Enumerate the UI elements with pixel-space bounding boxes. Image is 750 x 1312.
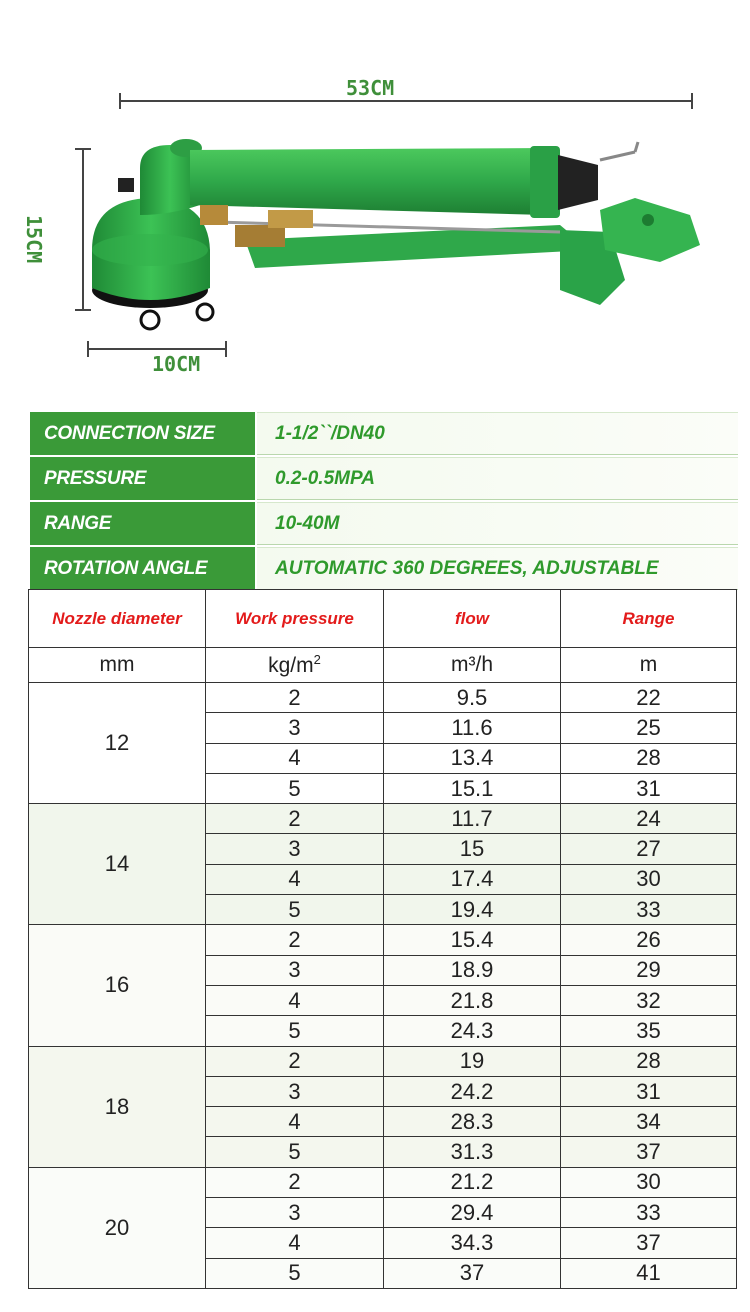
header-flow: flow: [384, 590, 561, 648]
pressure-cell: 5: [206, 1258, 384, 1288]
range-cell: 30: [561, 864, 737, 894]
pressure-cell: 4: [206, 743, 384, 773]
range-cell: 32: [561, 985, 737, 1015]
range-cell: 22: [561, 683, 737, 713]
table-row: [29, 683, 737, 713]
pressure-cell: 4: [206, 1228, 384, 1258]
flow-cell: 31.3: [384, 1137, 561, 1167]
pressure-cell: 3: [206, 955, 384, 985]
flow-cell: 13.4: [384, 743, 561, 773]
table-row: [29, 925, 737, 955]
spec-value: 10-40M: [257, 502, 738, 545]
flow-cell: 11.6: [384, 713, 561, 743]
range-cell: 33: [561, 895, 737, 925]
height-label: 15CM: [22, 215, 46, 264]
flow-cell: 28.3: [384, 1107, 561, 1137]
product-figure: [0, 0, 750, 400]
pressure-cell: 5: [206, 773, 384, 803]
nozzle-diameter-cell: 18: [29, 1046, 206, 1167]
spec-label: CONNECTION SIZE: [30, 412, 257, 455]
flow-cell: 17.4: [384, 864, 561, 894]
pressure-cell: 5: [206, 1016, 384, 1046]
pressure-cell: 5: [206, 895, 384, 925]
range-cell: 27: [561, 834, 737, 864]
header-work-pressure: Work pressure: [206, 590, 384, 648]
flow-cell: 19: [384, 1046, 561, 1076]
range-cell: 35: [561, 1016, 737, 1046]
nozzle-diameter-cell: 20: [29, 1167, 206, 1288]
spec-row-connection-size: [30, 412, 738, 455]
flow-cell: 34.3: [384, 1228, 561, 1258]
flow-cell: 15.1: [384, 773, 561, 803]
range-cell: 31: [561, 773, 737, 803]
sprinkler-gun-image: [0, 0, 750, 400]
table-header-row: [29, 590, 737, 648]
flow-cell: 18.9: [384, 955, 561, 985]
range-cell: 37: [561, 1228, 737, 1258]
spec-row-range: [30, 502, 738, 545]
range-cell: 25: [561, 713, 737, 743]
pressure-cell: 2: [206, 683, 384, 713]
depth-label: 10CM: [152, 352, 201, 376]
range-cell: 37: [561, 1137, 737, 1167]
width-label: 53CM: [346, 76, 395, 100]
spec-row-pressure: [30, 457, 738, 500]
nozzle-diameter-cell: 12: [29, 683, 206, 804]
pressure-cell: 2: [206, 804, 384, 834]
pressure-cell: 2: [206, 1046, 384, 1076]
flow-cell: 15.4: [384, 925, 561, 955]
pressure-cell: 4: [206, 1107, 384, 1137]
flow-cell: 15: [384, 834, 561, 864]
pressure-cell: 4: [206, 864, 384, 894]
performance-table: [28, 589, 736, 1289]
unit-nozzle: mm: [29, 648, 206, 683]
range-cell: 28: [561, 1046, 737, 1076]
spec-value: 0.2-0.5MPA: [257, 457, 738, 500]
unit-flow: m³/h: [384, 648, 561, 683]
flow-cell: 11.7: [384, 804, 561, 834]
table-row: [29, 1046, 737, 1076]
range-cell: 26: [561, 925, 737, 955]
unit-pressure-sup: 2: [313, 652, 321, 667]
flow-cell: 21.2: [384, 1167, 561, 1197]
spec-label: ROTATION ANGLE: [30, 547, 257, 590]
table-unit-row: [29, 648, 737, 683]
unit-pressure-base: kg/m: [268, 654, 314, 677]
flow-cell: 37: [384, 1258, 561, 1288]
spec-list: [30, 412, 738, 592]
pressure-cell: 2: [206, 925, 384, 955]
spec-label: PRESSURE: [30, 457, 257, 500]
table-row: [29, 804, 737, 834]
range-cell: 31: [561, 1076, 737, 1106]
pressure-cell: 3: [206, 1198, 384, 1228]
pressure-cell: 3: [206, 1076, 384, 1106]
header-nozzle-diameter: Nozzle diameter: [29, 590, 206, 648]
header-range: Range: [561, 590, 737, 648]
flow-cell: 24.3: [384, 1016, 561, 1046]
range-cell: 30: [561, 1167, 737, 1197]
nozzle-diameter-cell: 16: [29, 925, 206, 1046]
range-cell: 28: [561, 743, 737, 773]
flow-cell: 21.8: [384, 985, 561, 1015]
flow-cell: 19.4: [384, 895, 561, 925]
flow-cell: 29.4: [384, 1198, 561, 1228]
spec-value: 1-1/2``/DN40: [257, 412, 738, 455]
pressure-cell: 3: [206, 834, 384, 864]
table-row: [29, 1167, 737, 1197]
flow-cell: 24.2: [384, 1076, 561, 1106]
range-cell: 41: [561, 1258, 737, 1288]
spec-value: AUTOMATIC 360 DEGREES, ADJUSTABLE: [257, 547, 738, 590]
pressure-cell: 4: [206, 985, 384, 1015]
unit-pressure: [206, 648, 384, 683]
flow-cell: 9.5: [384, 683, 561, 713]
range-cell: 33: [561, 1198, 737, 1228]
spec-row-rotation-angle: [30, 547, 738, 590]
range-cell: 24: [561, 804, 737, 834]
spec-label: RANGE: [30, 502, 257, 545]
nozzle-diameter-cell: 14: [29, 804, 206, 925]
pressure-cell: 2: [206, 1167, 384, 1197]
unit-range: m: [561, 648, 737, 683]
pressure-cell: 3: [206, 713, 384, 743]
range-cell: 34: [561, 1107, 737, 1137]
range-cell: 29: [561, 955, 737, 985]
pressure-cell: 5: [206, 1137, 384, 1167]
